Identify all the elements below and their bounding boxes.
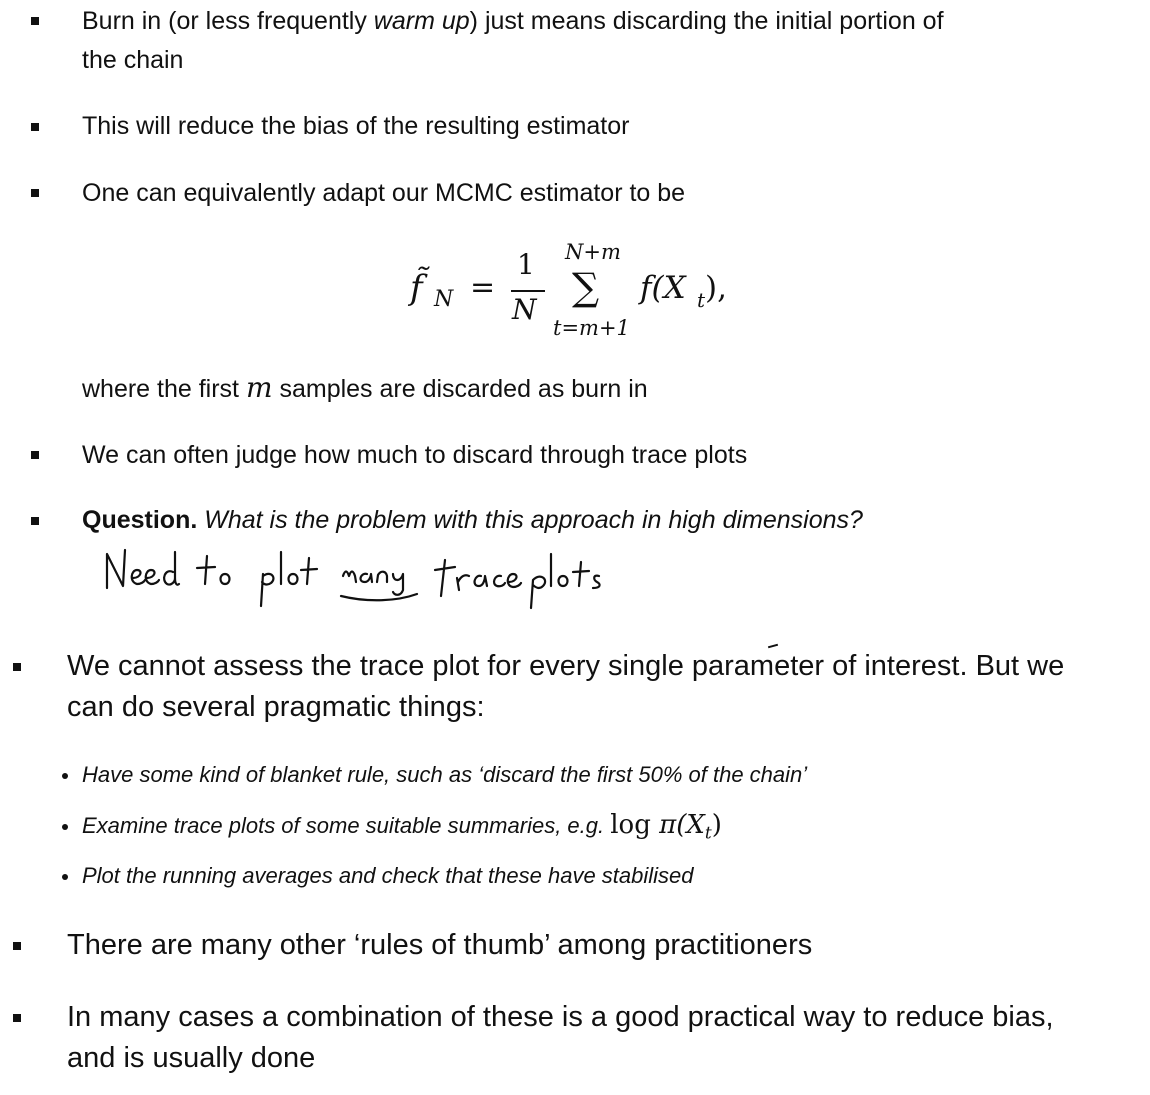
eq-sum-lower: t=m+1 <box>553 316 630 340</box>
bullet-marker <box>31 451 39 459</box>
eq-fraction-bar <box>511 290 545 292</box>
bullet-question: Question. What is the problem with this approach in high dimensions? <box>82 506 863 534</box>
bullet-adapt-estimator: One can equivalently adapt our MCMC estimator to be <box>82 179 686 207</box>
eq-denominator: N <box>512 293 537 326</box>
eq-term-end: ), <box>705 270 727 306</box>
eq-term-sub: t <box>697 288 706 312</box>
sub-item-examine-summaries: Examine trace plots of some suitable summaries, e.g. $\log \pi(X_t)$ <box>82 810 722 844</box>
pragmatic-line1: We cannot assess the trace plot for every single parameter of interest. But we <box>67 650 1065 682</box>
sub-bullet-marker <box>62 874 68 880</box>
bullet-burn-in-line2: the chain <box>82 46 184 74</box>
combination-line1: In many cases a combination of these is a good practical way to reduce bias, <box>67 1001 1054 1033</box>
sub-bullet-marker <box>62 824 68 830</box>
bullet-burn-in-line1: Burn in (or less frequently warm up) just means discarding the initial portion of <box>82 7 944 35</box>
sub-item-blanket-rule: Have some kind of blanket rule, such as ‘discard the first 50% of the chain’ <box>82 762 808 787</box>
eq-sum-upper: N+m <box>565 240 621 264</box>
bullet-marker <box>13 663 21 671</box>
eq-term: f(X <box>640 270 686 306</box>
bullet-marker <box>13 1014 21 1022</box>
combination-line2: and is usually done <box>67 1042 316 1074</box>
sub-item-running-averages: Plot the running averages and check that these have stabilised <box>82 863 694 888</box>
sub-bullet-marker <box>62 773 68 779</box>
bullet-reduce-bias: This will reduce the bias of the resulting estimator <box>82 112 630 140</box>
pragmatic-line2: can do several pragmatic things: <box>67 691 485 723</box>
where-discarded-text: where the first m samples are discarded as burn in <box>82 371 648 404</box>
eq-equals: = <box>470 270 496 305</box>
eq-lhs: f̃ <box>410 268 423 308</box>
eq-sum-symbol: ∑ <box>572 265 600 309</box>
burn-in-estimator-equation <box>0 0 1150 360</box>
bullet-marker <box>31 517 39 525</box>
bullet-trace-plots: We can often judge how much to discard through trace plots <box>82 441 748 469</box>
eq-lhs-sub: N <box>434 287 454 312</box>
bullet-marker <box>13 942 21 950</box>
rules-of-thumb: There are many other ‘rules of thumb’ among practitioners <box>67 929 813 961</box>
handwritten-annotation <box>95 540 615 610</box>
eq-numerator: 1 <box>517 248 535 281</box>
